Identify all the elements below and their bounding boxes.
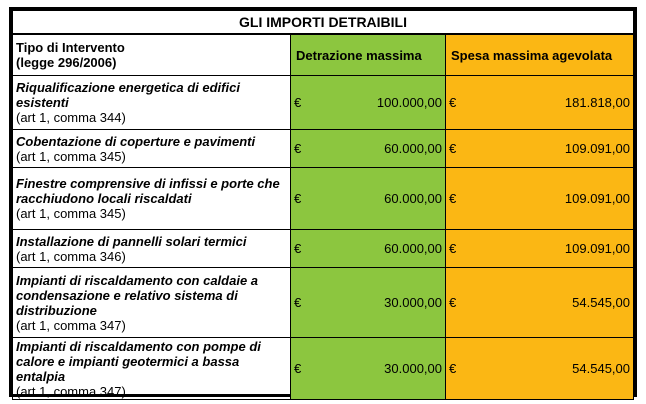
intervention-title: Cobentazione di coperture e pavimenti	[16, 133, 256, 149]
deduction-cell	[291, 338, 446, 400]
deduction-cell	[291, 268, 446, 338]
expense-value: 181.818,00	[564, 95, 630, 110]
currency-symbol: €	[449, 95, 457, 110]
expense-cell	[446, 268, 634, 338]
intervention-ref: (art 1, comma 347)	[16, 317, 126, 333]
deduction-cell	[291, 76, 446, 130]
intervention-title: Impianti di riscaldamento con pompe di calore e impianti geotermici a bassa entalpia	[16, 338, 261, 384]
intervention-cell	[13, 168, 291, 230]
deductions-table	[12, 10, 634, 400]
deduction-cell	[291, 168, 446, 230]
header-type-label: Tipo di Intervento	[16, 40, 125, 55]
intervention-title: Finestre comprensive di infissi e porte che racchiudono locali riscaldati	[16, 176, 280, 206]
currency-symbol: €	[294, 95, 302, 110]
deduction-cell	[291, 230, 446, 268]
intervention-cell	[13, 268, 291, 338]
table-row	[13, 76, 634, 130]
intervention-ref: (art 1, comma 347)	[16, 383, 126, 399]
currency-symbol: €	[294, 191, 302, 206]
expense-cell	[446, 230, 634, 268]
expense-cell	[446, 130, 634, 168]
currency-symbol: €	[449, 191, 457, 206]
intervention-cell	[13, 130, 291, 168]
table-row	[13, 168, 634, 230]
expense-value: 109.091,00	[564, 241, 630, 256]
table-row	[13, 230, 634, 268]
intervention-ref: (art 1, comma 344)	[16, 110, 126, 125]
expense-cell	[446, 168, 634, 230]
currency-symbol: €	[449, 295, 457, 310]
deduction-value: 60.000,00	[384, 191, 442, 206]
expense-cell	[446, 76, 634, 130]
currency-symbol: €	[294, 141, 302, 156]
table-row	[13, 268, 634, 338]
currency-symbol: €	[294, 241, 302, 256]
intervention-ref: (art 1, comma 346)	[16, 248, 126, 264]
header-max-deduction: Detrazione massima	[291, 34, 446, 76]
currency-symbol: €	[449, 141, 457, 156]
header-type-law: (legge 296/2006)	[16, 55, 117, 70]
intervention-ref: (art 1, comma 345)	[16, 206, 126, 221]
currency-symbol: €	[449, 361, 457, 376]
deductions-table-frame	[9, 7, 637, 397]
expense-cell	[446, 338, 634, 400]
intervention-title: Impianti di riscaldamento con caldaie a condensazione e relativo sistema di distribuzione	[16, 272, 259, 318]
currency-symbol: €	[449, 241, 457, 256]
deduction-value: 100.000,00	[376, 95, 442, 110]
deduction-value: 60.000,00	[384, 241, 442, 256]
expense-value: 54.545,00	[572, 295, 630, 310]
currency-symbol: €	[294, 295, 302, 310]
table-row	[13, 130, 634, 168]
header-max-expense: Spesa massima agevolata	[446, 34, 634, 76]
intervention-cell	[13, 230, 291, 268]
intervention-title: Riqualificazione energetica di edifici esistenti	[16, 80, 240, 110]
intervention-ref: (art 1, comma 345)	[16, 148, 126, 164]
deduction-value: 30.000,00	[384, 361, 442, 376]
deduction-value: 60.000,00	[384, 141, 442, 156]
expense-value: 109.091,00	[564, 141, 630, 156]
expense-value: 109.091,00	[564, 191, 630, 206]
intervention-cell	[13, 338, 291, 400]
table-row	[13, 338, 634, 400]
deduction-cell	[291, 130, 446, 168]
intervention-cell	[13, 76, 291, 130]
expense-value: 54.545,00	[572, 361, 630, 376]
intervention-title: Installazione di pannelli solari termici	[16, 233, 247, 249]
deduction-value: 30.000,00	[384, 295, 442, 310]
table-title: GLI IMPORTI DETRAIBILI	[13, 11, 634, 35]
currency-symbol: €	[294, 361, 302, 376]
header-intervention-type	[13, 34, 291, 76]
